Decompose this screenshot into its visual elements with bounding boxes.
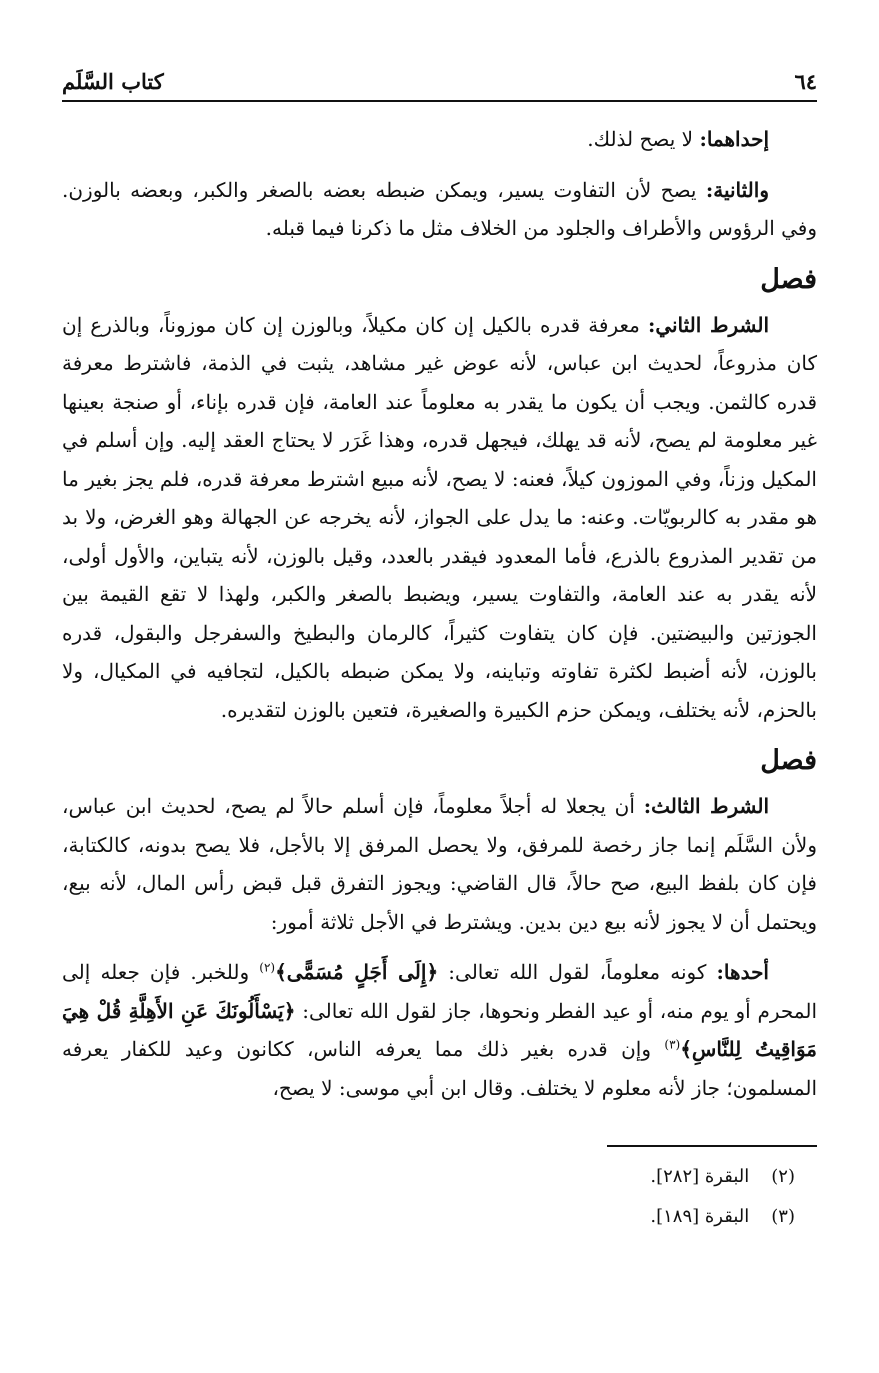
page-number: ٦٤	[794, 69, 817, 94]
footnote-item	[62, 1157, 817, 1197]
footnote-text: البقرة [٢٨٢].	[650, 1166, 750, 1187]
paragraph-first-matter	[62, 953, 817, 1107]
paragraph-third-condition	[62, 787, 817, 941]
footnote-number: (٣)	[771, 1206, 795, 1227]
paragraph-second-condition	[62, 306, 817, 730]
paragraph-lead: الشرط الثالث:	[643, 794, 769, 818]
body-text	[62, 120, 817, 1107]
section-heading: فصل	[760, 263, 817, 295]
running-header	[62, 58, 817, 102]
paragraph-text: وإن قدره بغير ذلك مما يعرفه الناس، ككانون وعيد للكفار يعرفه المسلمون؛ جاز لأنه معلوم لا يختلف. وقال ابن أبي موسى: لا يصح،	[62, 1037, 817, 1100]
paragraph-first-view	[62, 120, 817, 159]
footnote-divider	[607, 1145, 817, 1147]
paragraph-lead: أحدها:	[716, 960, 769, 984]
footnote-item	[62, 1197, 817, 1237]
footnotes	[62, 1157, 817, 1237]
footnote-ref: (٢)	[259, 960, 276, 975]
quran-quote: ﴿يَسْأَلُونَكَ عَنِ الأَهِلَّةِ قُلْ هِيَ مَوَاقِيتُ لِلنَّاسِ﴾	[62, 998, 817, 1061]
paragraph-lead: والثانية:	[705, 177, 769, 202]
quran-quote: ﴿إِلَى أَجَلٍ مُسَمًّى﴾	[275, 960, 439, 984]
footnote-ref: (٣)	[664, 1037, 681, 1052]
book-title: كتاب السَّلَم	[62, 69, 164, 94]
paragraph-text: معرفة قدره بالكيل إن كان مكيلاً، وبالوزن إن كان موزوناً، وبالذرع إن كان مذروعاً، لحديث ابن عباس، لأنه عوض غير مشاهد، يثبت في الذمة، فاشترط معرفة قدره كالثمن. ويجب أن يكون ما يقدر به معلوماً عند العامة، فإن قدره بإناء، أو صنجة بعينها غير معلومة لم يصح، لأنه قد يهلك، فيجهل قدره، وهذا غَرَر لا يحتاج العقد إليه. وإن أسلم في المكيل وزناً، وفي الموزون كيلاً، فعنه: لا يصح، لأنه مبيع اشترط معرفة قدره، فلم يجز بغير ما هو مقدر به كالربويّات. وعنه: ما يدل على الجواز، لأنه يخرجه عن الجهالة وهو الغرض، ولا بد من تقدير المذروع بالذرع، فأما المعدود فيقدر بالعدد، وقيل بالوزن، لأنه يتباين، والأول أولى، لأنه يقدر به عند العامة، والتفاوت يسير، ويضبط بالصغر والكبر، ولهذا لا تقع القيمة بين الجوزتين والبيضتين. فإن كان يتفاوت كثيراً، كالرمان والبطيخ والسفرجل والبقول، قدره بالوزن، لأنه أضبط لكثرة تفاوته وتباينه، ولا يمكن ضبطه بالكيل، لتجافيه في المكيال، ولا بالحزم، لأنه يختلف، ويمكن حزم الكبيرة والصغيرة، فتعين بالوزن لتقديره.	[62, 312, 817, 722]
paragraph-text: أن يجعلا له أجلاً معلوماً، فإن أسلم حالاً لم يصح، لحديث ابن عباس، ولأن السَّلَم إنما جاز رخصة للمرفق، ولا يحصل المرفق إلا بالأجل، فلا يصح بدونه، كالكتابة، فإن كان بلفظ البيع، صح حالاً، قال القاضي: ويجوز التفرق قبل قبض رأس المال، لأنه بيع، ويحتمل أن لا يجوز لأنه بيع دين بدين. ويشترط في الأجل ثلاثة أمور:	[62, 794, 817, 934]
paragraph-text: يصح لأن التفاوت يسير، ويمكن ضبطه بعضه بالصغر والكبر، وبعضه بالوزن. وفي الرؤوس والأطراف والجلود من الخلاف مثل ما ذكرنا فيما قبله.	[62, 177, 817, 240]
paragraph-text: وللخبر. فإن جعله إلى المحرم أو يوم منه، أو عيد الفطر ونحوها، جاز لقول الله تعالى:	[62, 960, 817, 1023]
paragraph-text: كونه معلوماً، لقول الله تعالى:	[438, 960, 717, 984]
footnote-text: البقرة [١٨٩].	[650, 1206, 750, 1227]
paragraph-text: لا يصح لذلك.	[587, 127, 700, 151]
footnote-number: (٢)	[771, 1166, 795, 1187]
paragraph-second-view	[62, 171, 817, 248]
paragraph-lead: إحداهما:	[699, 127, 769, 151]
section-heading: فصل	[760, 745, 817, 776]
paragraph-lead: الشرط الثاني:	[647, 312, 770, 337]
